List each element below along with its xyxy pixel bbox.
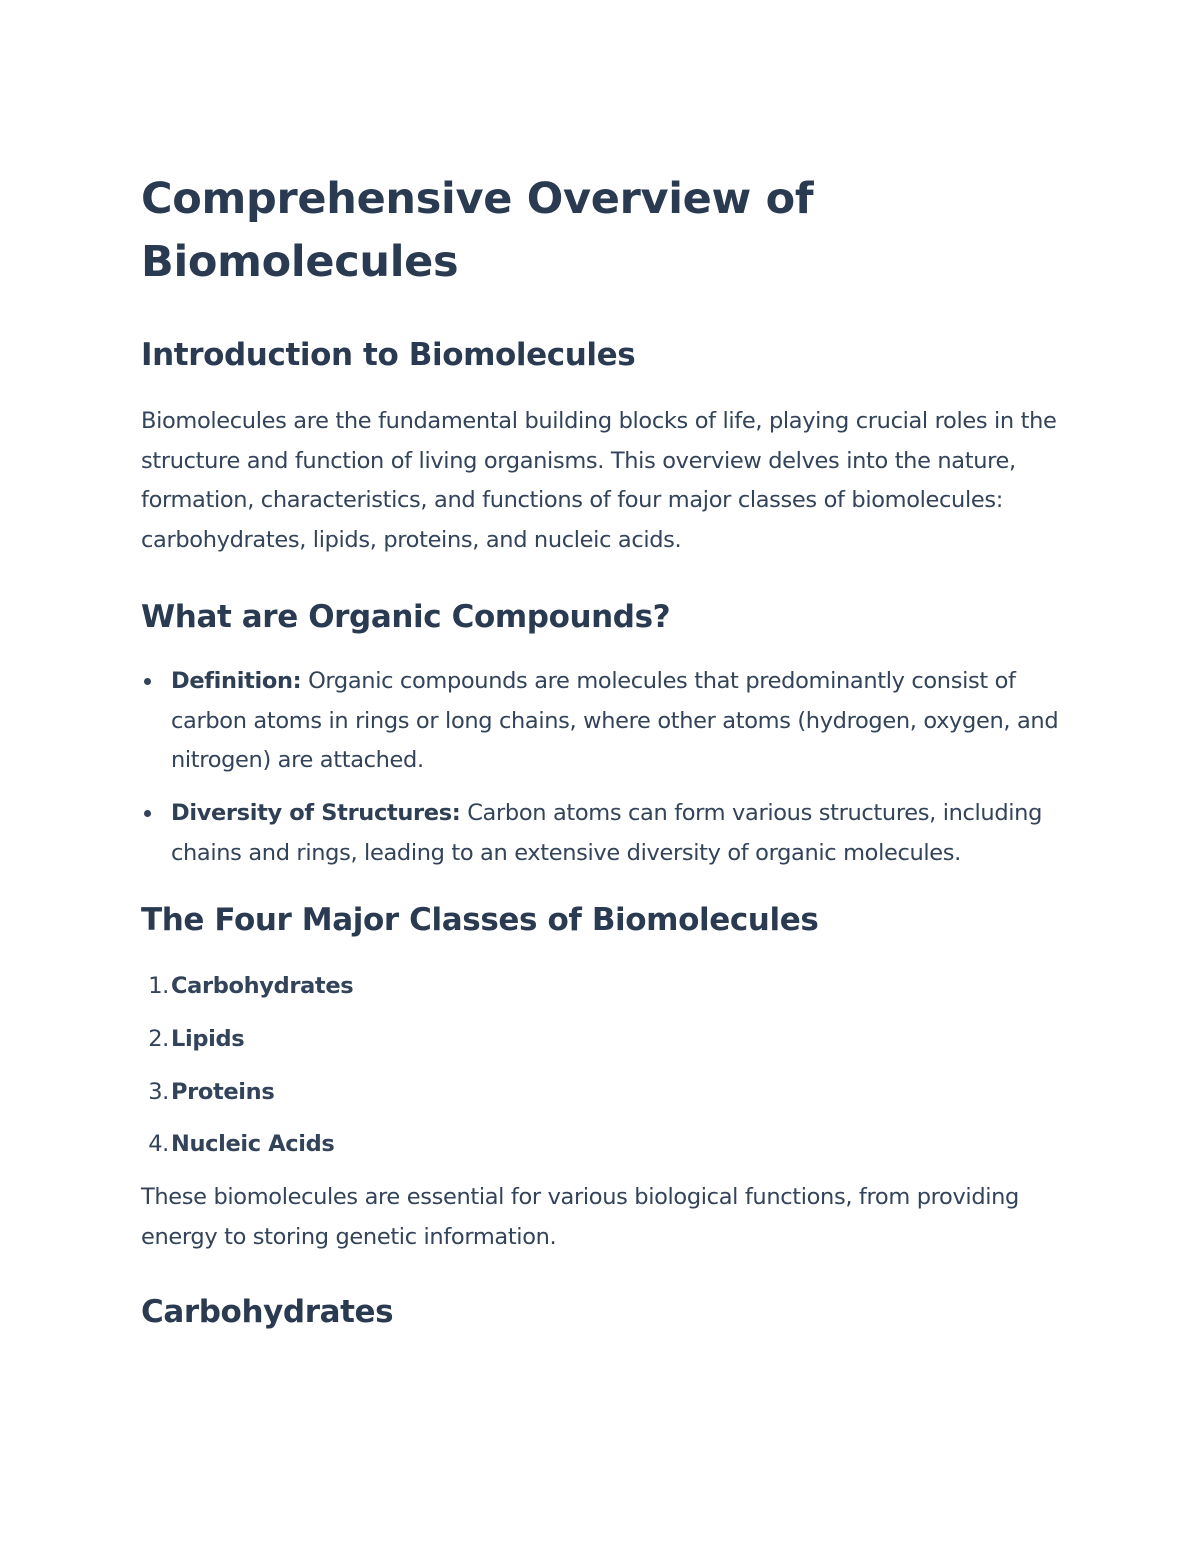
organic-compounds-list (141, 662, 1071, 874)
list-number: 1. (148, 973, 169, 1000)
document-page (141, 168, 1071, 1332)
list-item-diversity (141, 794, 1071, 873)
list-item-definition (141, 662, 1071, 781)
paragraph-four-classes-summary: These biomolecules are essential for various biological functions, from providing energy to storing genetic information. (141, 1184, 1019, 1250)
list-number: 3. (148, 1078, 169, 1105)
heading-carbohydrates: Carbohydrates (141, 1293, 394, 1330)
paragraph-introduction: Biomolecules are the fundamental building blocks of life, playing crucial roles in the structure and function of living organisms. This overview delves into the nature, formation, characteristics, and functions of four major classes of biomolecules: carbohydrates, lipids, proteins, and nucleic acids. (141, 408, 1057, 554)
heading-organic-compounds: What are Organic Compounds? (141, 598, 671, 635)
list-number: 2. (148, 1026, 169, 1053)
heading-introduction: Introduction to Biomolecules (141, 337, 636, 373)
list-number: 4. (148, 1131, 169, 1158)
list-item-lipids (141, 1020, 1071, 1060)
list-label: Lipids (171, 1026, 245, 1053)
document-title: Comprehensive Overview of Biomolecules (141, 174, 814, 287)
heading-four-classes: The Four Major Classes of Biomolecules (141, 902, 819, 939)
list-item-carbohydrates (141, 967, 1071, 1007)
text-diversity: Carbon atoms can form various structures, including chains and rings, leading to an extensive diversity of organic molecules. (171, 799, 1043, 866)
list-label: Carbohydrates (171, 973, 354, 1000)
bullet-icon (144, 678, 151, 685)
list-label: Nucleic Acids (171, 1131, 335, 1158)
list-item-nucleic-acids (141, 1125, 1071, 1165)
text-definition: Organic compounds are molecules that predominantly consist of carbon atoms in rings or long chains, where other atoms (hydrogen, oxygen, and nitrogen) are attached. (171, 667, 1059, 774)
list-item-proteins (141, 1073, 1071, 1113)
list-label: Proteins (171, 1078, 275, 1105)
bullet-icon (144, 810, 151, 817)
term-diversity: Diversity of Structures: (171, 799, 461, 826)
four-classes-list (141, 967, 1071, 1165)
term-definition: Definition: (171, 667, 302, 694)
